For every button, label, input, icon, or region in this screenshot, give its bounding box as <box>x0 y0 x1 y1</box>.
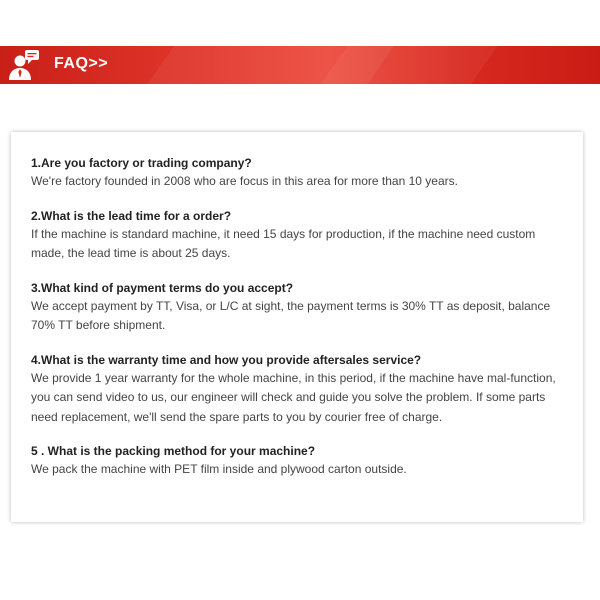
faq-question: 2.What is the lead time for a order? <box>31 208 232 223</box>
faq-item <box>31 207 569 264</box>
faq-question: 1.Are you factory or trading company? <box>31 156 252 170</box>
faq-card <box>11 132 583 522</box>
faq-answer: We provide 1 year warranty for the whole machine, in this period, if the machine have mal-function, you can send video to us, our engineer will check and guide you solve the problem. If some parts need replacement, we'll send the spare parts to you by courier free of charge. <box>31 370 556 424</box>
faq-banner <box>0 46 600 84</box>
faq-item <box>31 351 569 428</box>
faq-question: 3.What kind of payment terms do you accept? <box>31 280 294 295</box>
faq-item <box>31 279 569 336</box>
faq-answer: We accept payment by TT, Visa, or L/C at sight, the payment terms is 30% TT as deposit, balance 70% TT before shipment. <box>31 298 551 332</box>
faq-answer: We pack the machine with PET film inside and plywood carton outside. <box>31 462 407 476</box>
faq-answer: If the machine is standard machine, it need 15 days for production, if the machine need custom made, the lead time is about 25 days. <box>31 226 536 260</box>
faq-question: 4.What is the warranty time and how you provide aftersales service? <box>31 352 422 367</box>
faq-item <box>31 154 569 192</box>
faq-question: 5 . What is the packing method for your machine? <box>31 444 316 458</box>
faq-support-icon <box>6 49 40 81</box>
faq-item <box>31 442 569 480</box>
faq-title: FAQ>> <box>54 55 109 72</box>
faq-answer: We're factory founded in 2008 who are focus in this area for more than 10 years. <box>31 174 458 188</box>
